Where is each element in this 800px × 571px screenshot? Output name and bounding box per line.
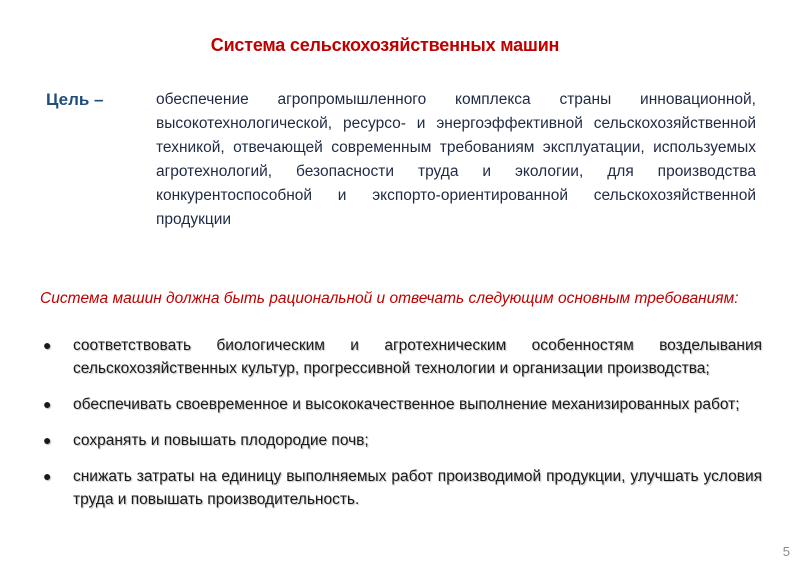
requirement-text: сохранять и повышать плодородие почв; [73,432,369,449]
bullet-icon: ● [43,432,52,448]
page-number: 5 [782,544,790,559]
requirement-text: соответствовать биологическим и агротехническим особенностям возделывания сельскохозяйственных культур, прогрессивной технологии и организации производства; [73,337,762,377]
requirements-intro: Система машин должна быть рациональной и отвечать следующим основным требованиям: [40,290,739,307]
requirement-item [40,393,762,416]
bullet-icon: ● [43,337,52,353]
bullet-icon: ● [43,468,52,484]
requirement-item [40,465,762,511]
requirements-list [40,334,762,524]
requirement-item [40,334,762,380]
goal-text: обеспечение агропромышленного комплекса страны инновационной, высокотехнологической, ресурсо- и энергоэффективной сельскохозяйственной техникой, отвечающей современным требованиям эксплуатации, используемых агротехнологий, безопасности труда и экологии, для производства конкурентоспособной и экспорто-ориентированной сельскохозяйственной продукции [156,91,756,228]
requirement-text: обеспечивать своевременное и высококачественное выполнение механизированных работ; [73,396,740,413]
requirement-text: снижать затраты на единицу выполняемых работ производимой продукции, улучшать условия труда и повышать производительность. [73,468,762,508]
goal-label: Цель – [46,90,104,109]
slide-title: Система сельскохозяйственных машин [210,35,560,55]
bullet-icon: ● [43,396,52,412]
requirement-item [40,429,762,452]
